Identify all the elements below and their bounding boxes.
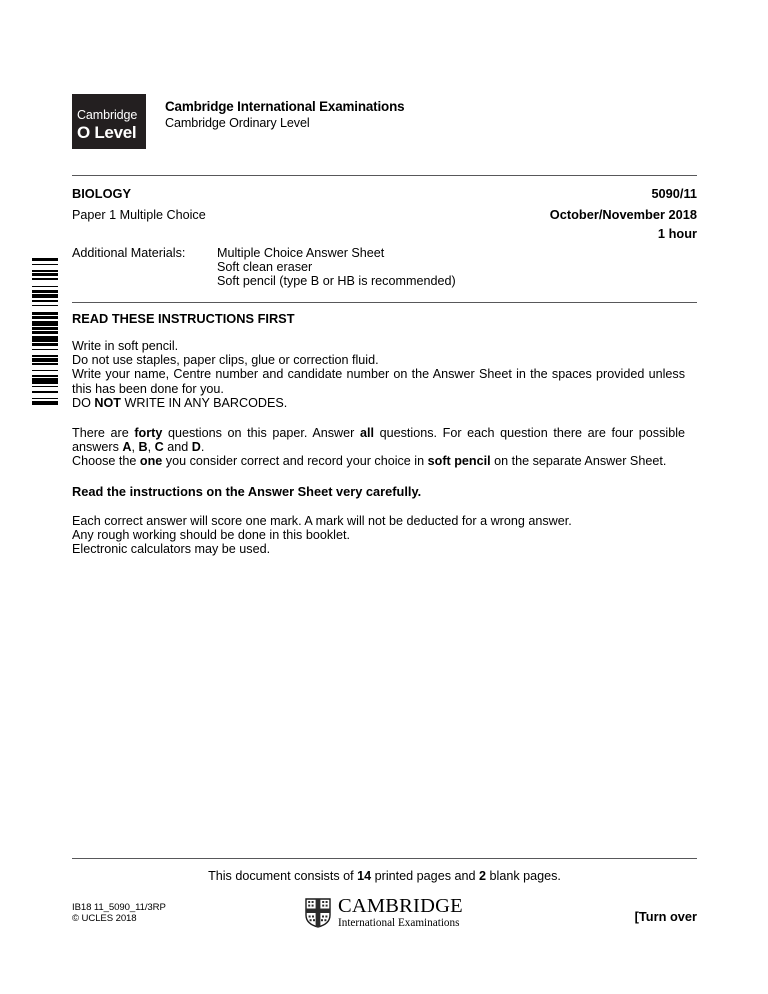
footer-reference [72,902,166,925]
consists-pre: This document consists of [208,869,358,883]
cambridge-footer-logo [305,896,463,929]
q-all: all [359,426,374,440]
printed-pages-count: 14 [357,869,372,883]
barcode-bars [32,258,58,406]
barcode-bar [32,405,58,406]
instruction-no-staples: Do not use staples, paper clips, glue or correction fluid. [72,353,379,368]
instructions-block-questions [72,426,685,469]
q-mid2: questions. For each question there are four possible answers [72,426,686,455]
choose-pre: Choose the [72,454,140,469]
materials-list [217,247,456,288]
q-end: . [200,440,205,455]
instruction-question-count [72,426,685,454]
instructions-block-general [72,339,685,410]
q-count: forty [134,426,163,440]
instruction-choose-one [72,454,685,468]
q-option-b: B [138,440,148,455]
document-reference: IB18 11_5090_11/3RP [72,902,166,913]
barcodes-text-pre: DO [72,395,95,410]
q-option-c: C [154,440,164,455]
footer-brand-text [338,896,463,929]
materials-label: Additional Materials: [72,246,186,260]
choose-mid: you consider correct and record your choice in [162,454,428,469]
q-option-d: D [191,440,201,455]
materials-item: Soft pencil (type B or HB is recommended) [217,273,456,288]
instruction-calculators: Electronic calculators may be used. [72,542,271,557]
q-sep2: , [147,440,155,455]
divider-top [72,175,697,176]
exam-duration: 1 hour [657,226,697,241]
divider-middle [72,302,697,303]
barcodes-text-not: NOT [94,395,121,410]
instruction-write-name: Write your name, Centre number and candidate number on the Answer Sheet in the spaces provided unless this has been done for you. [72,367,685,396]
duration-row [72,226,697,242]
additional-materials [72,247,697,288]
materials-item: Soft clean eraser [217,259,313,274]
blank-pages-count: 2 [479,869,487,883]
logo-line-cambridge: Cambridge [77,108,138,122]
cambridge-crest-icon [305,898,331,928]
barcode [12,258,58,406]
footer-brand-title: CAMBRIDGE [338,895,463,917]
instruction-rough-working: Any rough working should be done in this booklet. [72,528,350,543]
brand-heading [165,99,404,131]
brand-title: Cambridge International Examinations [165,99,405,114]
syllabus-code: 5090/11 [651,186,697,201]
divider-footer [72,858,697,859]
copyright-notice: © UCLES 2018 [72,913,137,925]
paper-title: Paper 1 Multiple Choice [72,208,206,222]
barcodes-text-post: WRITE IN ANY BARCODES. [120,395,288,410]
materials-item: Multiple Choice Answer Sheet [217,246,385,260]
document-page-count [72,868,697,884]
subject-row [72,186,697,202]
q-sep3: and [163,440,192,455]
q-sep1: , [131,440,139,455]
instruction-read-carefully: Read the instructions on the Answer Sheet very carefully. [72,484,422,499]
q-pre: There are [72,426,135,440]
instruction-marking: Each correct answer will score one mark. A mark will not be deducted for a wrong answer. [72,514,572,528]
instructions-heading: READ THESE INSTRUCTIONS FIRST [72,311,295,326]
turn-over-label: [Turn over [634,909,697,924]
footer-brand-subtitle: International Examinations [338,917,460,929]
brand-subtitle: Cambridge Ordinary Level [165,116,310,130]
cambridge-o-level-logo [72,94,146,149]
choose-soft-pencil: soft pencil [427,454,491,469]
choose-end: on the separate Answer Sheet. [490,454,667,469]
logo-line-o-level: O Level [77,123,137,142]
consists-mid: printed pages and [371,869,479,883]
q-mid1: questions on this paper. Answer [162,426,360,440]
instruction-no-barcodes [72,396,685,410]
instruction-write-pencil: Write in soft pencil. [72,339,179,353]
exam-session: October/November 2018 [549,207,697,222]
subject-title: BIOLOGY [72,186,132,201]
q-option-a: A [122,440,132,455]
paper-row [72,207,697,223]
instructions-block-marking [72,514,685,557]
choose-one: one [139,454,163,469]
consists-end: blank pages. [486,869,561,883]
